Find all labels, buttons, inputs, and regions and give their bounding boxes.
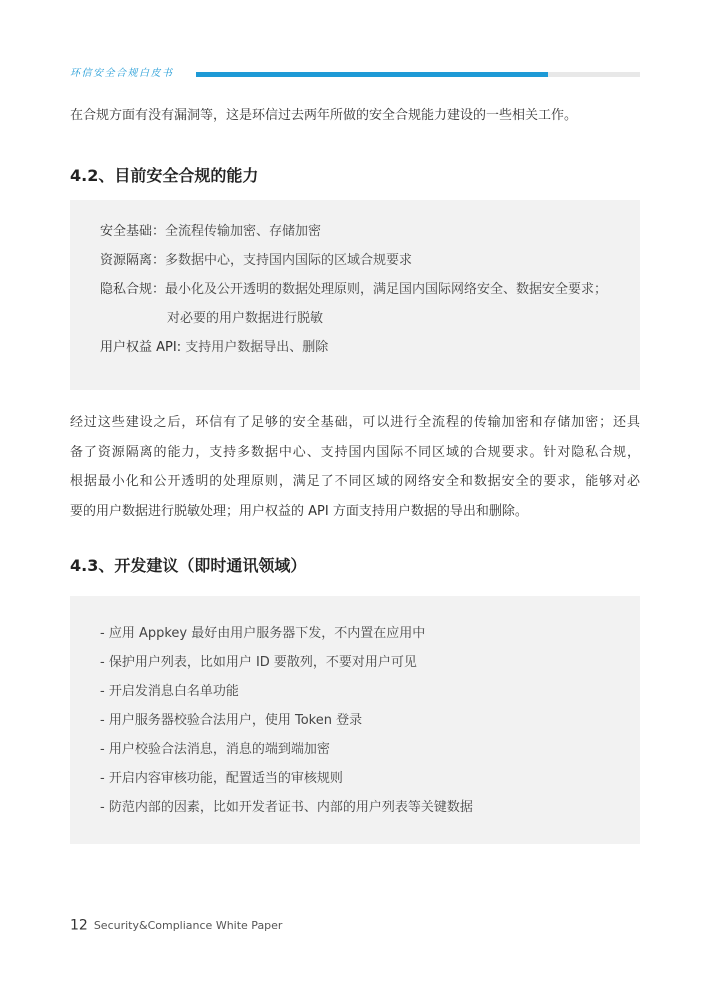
capability-label: 安全基础：	[100, 224, 166, 239]
capability-row	[100, 338, 328, 358]
paragraph-line: 经过这些建设之后，环信有了足够的安全基础，可以进行全流程的传输加密和存储加密；还具	[70, 415, 640, 430]
summary-paragraph	[70, 408, 640, 526]
capability-label: 隐私合规：	[100, 282, 166, 297]
recommendations-box	[70, 596, 640, 844]
capability-text: 对必要的用户数据进行脱敏	[167, 311, 324, 326]
capability-row	[100, 251, 412, 271]
list-item: - 保护用户列表，比如用户 ID 要散列，不要对用户可见	[100, 655, 417, 670]
list-item: - 防范内部的因素，比如开发者证书、内部的用户列表等关键数据	[100, 800, 473, 815]
capabilities-box	[70, 200, 640, 390]
page-footer	[70, 915, 282, 935]
list-item: - 开启内容审核功能，配置适当的审核规则	[100, 771, 343, 786]
list-item: - 开启发消息白名单功能	[100, 684, 239, 699]
page-number: 12	[70, 917, 88, 934]
page-header	[70, 66, 640, 84]
capability-text: 支持用户数据导出、删除	[185, 340, 329, 355]
capability-label: 资源隔离：	[100, 253, 166, 268]
footer-title: Security&Compliance White Paper	[93, 919, 283, 932]
capability-row-continuation	[167, 309, 323, 329]
list-item: - 用户校验合法消息，消息的端到端加密	[100, 742, 330, 757]
paragraph-line: 要的用户数据进行脱敏处理；用户权益的 API 方面支持用户数据的导出和删除。	[70, 503, 528, 519]
intro-text: 在合规方面有没有漏洞等，这是环信过去两年所做的安全合规能力建设的一些相关工作。	[70, 108, 578, 123]
document-title: 环信安全合规白皮书	[70, 68, 174, 79]
section-heading-4-3: 4.3、开发建议（即时通讯领域）	[70, 556, 307, 575]
paragraph-line: 备了资源隔离的能力，支持多数据中心、支持国内国际不同区域的合规要求。针对隐私合规，	[70, 444, 640, 460]
capability-label: 用户权益 API:	[100, 340, 186, 355]
capability-row	[100, 222, 321, 242]
header-rule-accent	[196, 72, 548, 77]
paragraph-line: 根据最小化和公开透明的处理原则，满足了不同区域的网络安全和数据安全的要求，能够对必	[70, 474, 640, 489]
section-heading-4-2: 4.2、目前安全合规的能力	[70, 166, 259, 185]
list-item: - 应用 Appkey 最好由用户服务器下发，不内置在应用中	[100, 626, 426, 641]
capability-text: 全流程传输加密、存储加密	[165, 224, 322, 239]
list-item: - 用户服务器校验合法用户，使用 Token 登录	[100, 713, 363, 728]
capability-text: 最小化及公开透明的数据处理原则，满足国内国际网络安全、数据安全要求；	[165, 282, 608, 297]
capability-text: 多数据中心，支持国内国际的区域合规要求	[165, 253, 413, 268]
capability-row	[100, 280, 607, 300]
